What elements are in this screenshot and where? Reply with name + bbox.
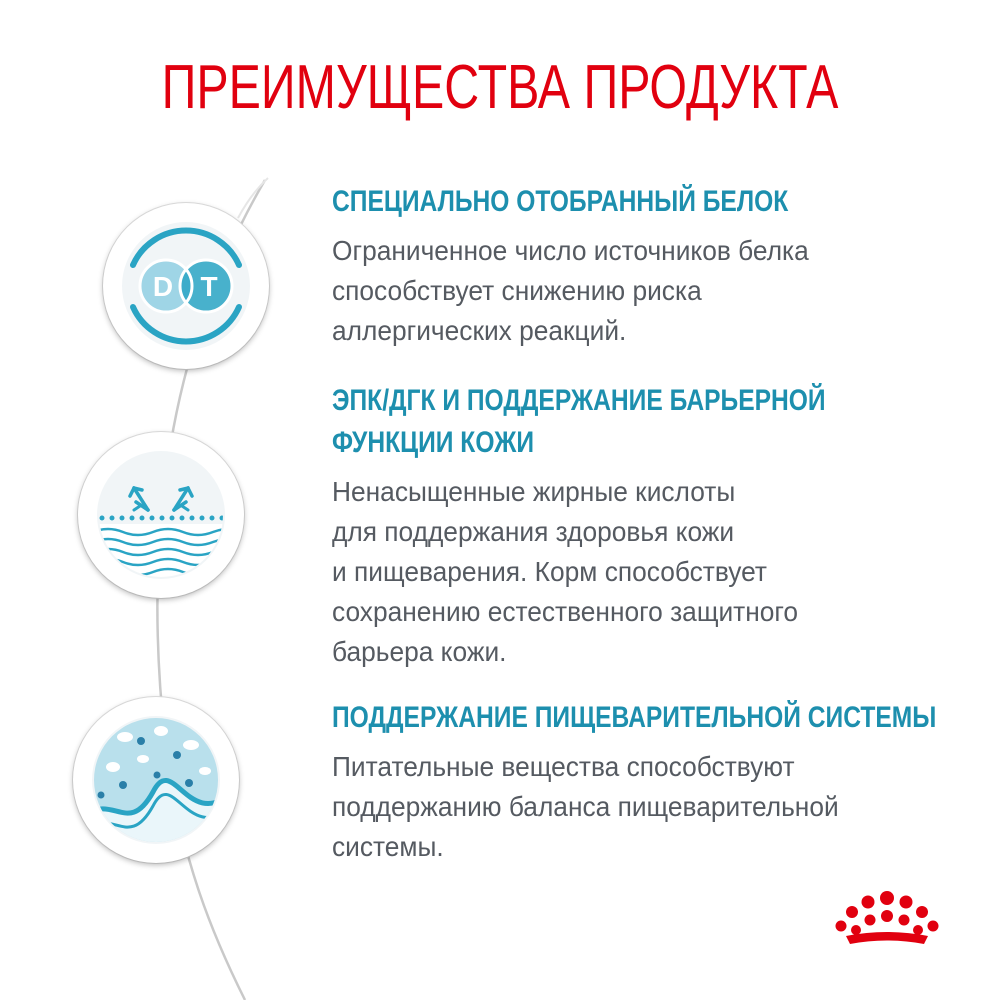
benefit-heading — [332, 181, 857, 223]
digestive-system-icon — [73, 697, 239, 863]
benefit-text-line: аллергических реакций. — [332, 315, 627, 346]
benefit-heading — [332, 380, 857, 464]
benefit-text-line: способствует снижению риска — [332, 275, 702, 306]
icon-badge-skin — [78, 432, 244, 598]
benefit-text-line: для поддержания здоровья кожи — [332, 516, 735, 547]
protein-dt-icon — [103, 203, 269, 369]
benefit-heading — [332, 697, 937, 739]
benefit-text-line: и пищеварения. Корм способствует — [332, 556, 767, 587]
benefit-protein — [332, 181, 972, 351]
benefit-heading-line: ФУНКЦИИ КОЖИ — [332, 426, 535, 459]
benefit-text — [332, 231, 934, 351]
benefit-text-line: сохранению естественного защитного — [332, 596, 799, 627]
icon-letter-d: D — [152, 271, 174, 302]
icon-badge-protein — [103, 203, 269, 369]
benefit-heading-line: ЭПК/ДГК И ПОДДЕРЖАНИЕ БАРЬЕРНОЙ — [332, 384, 826, 417]
benefit-text-line: поддержанию баланса пищеварительной — [332, 791, 839, 822]
benefit-digestive — [332, 697, 972, 867]
icon-letter-t: T — [200, 271, 218, 302]
skin-barrier-icon — [78, 432, 244, 598]
royal-crown-icon — [832, 888, 942, 948]
benefit-heading-line: СПЕЦИАЛЬНО ОТОБРАННЫЙ БЕЛОК — [332, 185, 789, 218]
benefit-heading-line: ПОДДЕРЖАНИЕ ПИЩЕВАРИТЕЛЬНОЙ СИСТЕМЫ — [332, 701, 937, 734]
page-title: ПРЕИМУЩЕСТВА ПРОДУКТА — [161, 53, 839, 122]
benefit-text-line: Ограниченное число источников белка — [332, 235, 809, 266]
benefit-text — [332, 472, 934, 672]
benefit-skin-barrier — [332, 380, 972, 672]
benefit-text-line: системы. — [332, 831, 444, 862]
benefit-text — [332, 747, 934, 867]
icon-badge-digestive — [73, 697, 239, 863]
benefit-text-line: Питательные вещества способствуют — [332, 751, 795, 782]
benefit-text-line: Ненасыщенные жирные кислоты — [332, 476, 736, 507]
benefit-text-line: барьера кожи. — [332, 636, 507, 667]
